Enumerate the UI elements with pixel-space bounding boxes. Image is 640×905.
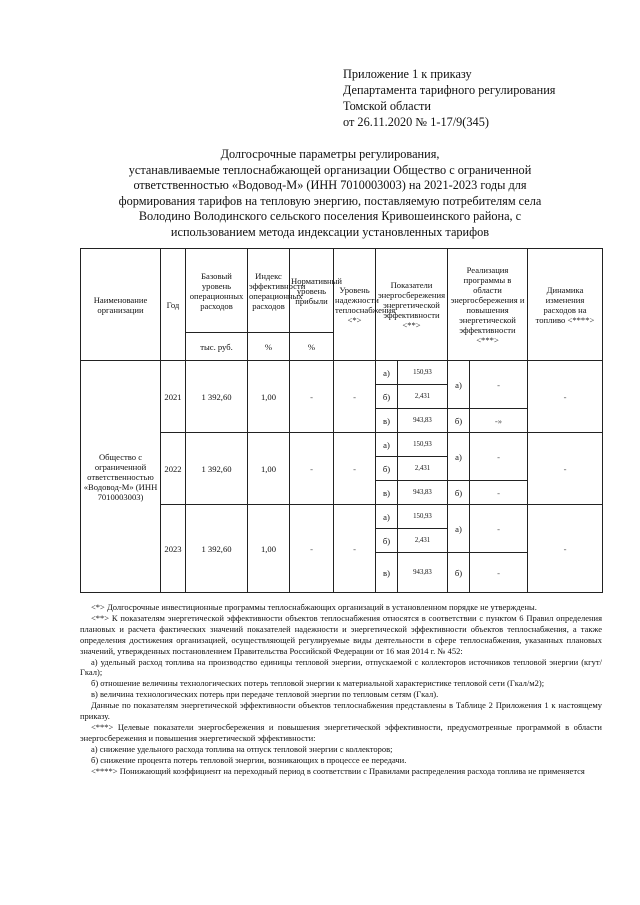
program-value: - [470,505,528,553]
footnote-3b: б) снижение процента потерь тепловой энергии, возникающих в процессе ее передачи. [91,754,407,765]
footnote-2b: б) отношение величины технологических потерь тепловой энергии к материальной характеристике тепловой сети (Гкал/м2); [91,678,545,689]
energy-value: 150,93 [398,505,448,529]
energy-value: 943,83 [398,553,448,593]
footnote-2-data: Данные по показателям энергетической эффективности объектов теплоснабжения представлены в Таблице 2 Приложения 1 к настоящему приказу. [80,700,602,722]
program-value: - [470,481,528,505]
program-letter: а) [448,361,470,409]
program-value: - [470,553,528,593]
index-cell: 1,00 [248,433,290,505]
header-year: Год [161,249,186,361]
region-line: Томской области [343,99,431,113]
energy-value: 943,83 [398,481,448,505]
header-reliability: Уровень надежности теплоснабжения <*> [334,249,376,361]
fuel-dynamics-cell: - [528,361,603,433]
fuel-dynamics-cell: - [528,505,603,593]
energy-value: 150,93 [398,433,448,457]
reliability-cell: - [334,505,376,593]
norm-cell: - [290,433,334,505]
index-cell: 1,00 [248,361,290,433]
energy-letter: а) [376,505,398,529]
header-org: Наименование организации [81,249,161,361]
program-letter: а) [448,505,470,553]
fuel-dynamics-cell: - [528,433,603,505]
energy-letter: б) [376,529,398,553]
year-cell: 2023 [161,505,186,593]
order-appendix-header [343,66,633,130]
base-cost-cell: 1 392,60 [186,361,248,433]
title-line: формирования тарифов на тепловую энергию, поставляемую потребителям села [118,193,542,208]
program-value: -» [470,409,528,433]
energy-letter: в) [376,409,398,433]
norm-cell: - [290,361,334,433]
appendix-line: Приложение 1 к приказу [343,67,472,81]
energy-letter: а) [376,433,398,457]
department-line: Департамента тарифного регулирования [343,83,556,97]
reliability-cell: - [334,361,376,433]
program-value: - [470,433,528,481]
program-letter: а) [448,433,470,481]
index-cell: 1,00 [248,505,290,593]
norm-cell: - [290,505,334,593]
document-title [60,147,600,241]
unit-base: тыс. руб. [186,333,248,361]
regulation-parameters-table [80,248,603,593]
footnote-1: <*> Долгосрочные инвестиционные программы теплоснабжающих организаций в установленном порядке не утверждены. [91,602,537,612]
energy-value: 943,83 [398,409,448,433]
header-base-costs: Базовый уровень операционных расходов [186,249,248,333]
header-efficiency-index: Индекс эффективности операционных расходов [248,249,290,333]
energy-letter: б) [376,385,398,409]
energy-letter: а) [376,361,398,385]
title-line: Володино Володинского сельского поселения Кривошеинского района, с [138,209,522,224]
program-letter: б) [448,481,470,505]
header-normative-profit: Нормативный уровень прибыли [290,249,334,333]
energy-letter: в) [376,553,398,593]
energy-value: 150,93 [398,361,448,385]
reliability-cell: - [334,433,376,505]
footnote-2a: а) удельный расход топлива на производство единицы тепловой энергии, отпускаемой с коллекторов источников тепловой энергии (кгут/Гкал); [80,656,602,678]
footnote-4: <****> Понижающий коэффициент на переходный период в соответствии с Правилами распределения расхода топлива не применяется [91,765,585,776]
footnote-3a: а) снижение удельного расхода топлива на отпуск тепловой энергии с коллекторов; [91,743,393,754]
energy-value: 2,431 [398,457,448,481]
unit-norm: % [290,333,334,361]
title-line: ответственностью «Водовод-М» (ИНН 7010003003) на 2021-2023 годы для [133,178,527,193]
base-cost-cell: 1 392,60 [186,433,248,505]
title-line: использованием метода индексации установленных тарифов [170,224,490,239]
year-cell: 2021 [161,361,186,433]
header-fuel-dynamics: Динамика изменения расходов на топливо <****> [528,249,603,361]
title-line: Долгосрочные параметры регулирования, [220,147,440,161]
order-date-line: от 26.11.2020 № 1-17/9(345) [343,115,489,129]
energy-letter: в) [376,481,398,505]
year-cell: 2022 [161,433,186,505]
program-letter: б) [448,553,470,593]
energy-letter: б) [376,457,398,481]
footnote-2: <**> К показателям энергетической эффективности объектов теплоснабжения относятся в соответствии с пунктом 6 Правил определения плановых и расчета фактических значений показателей надежности и энергетической эффективности объектов теплоснабжения, а также определения достижения организацией, осуществляющей регулируемые виды деятельности в сфере теплоснабжения, указанных плановых значений, утвержденных постановлением Правительства Российской Федерации от 16 мая 2014 г. № 452: [80,612,602,656]
footnote-2c: в) величина технологических потерь при передаче тепловой энергии по тепловым сетям (Гкал). [91,689,439,700]
energy-value: 2,431 [398,529,448,553]
title-line: устанавливаемые теплоснабжающей организации Общество с ограниченной [128,162,532,177]
program-value: - [470,361,528,409]
energy-value: 2,431 [398,385,448,409]
footnotes [80,602,602,777]
header-program: Реализация программы в области энергосбережения и повышения энергетической эффективности <***> [448,249,528,361]
base-cost-cell: 1 392,60 [186,505,248,593]
unit-index: % [248,333,290,361]
org-name-cell: Общество с ограниченной ответственностью «Водовод-М» (ИНН 7010003003) [81,361,161,593]
header-energy-indicators: Показатели энергосбережения энергетической эффективности <**> [376,249,448,361]
footnote-3: <***> Целевые показатели энергосбережения и повышения энергетической эффективности, предусмотренные программой в области энергосбережения и повышения энергетической эффективности: [80,721,602,743]
program-letter: б) [448,409,470,433]
